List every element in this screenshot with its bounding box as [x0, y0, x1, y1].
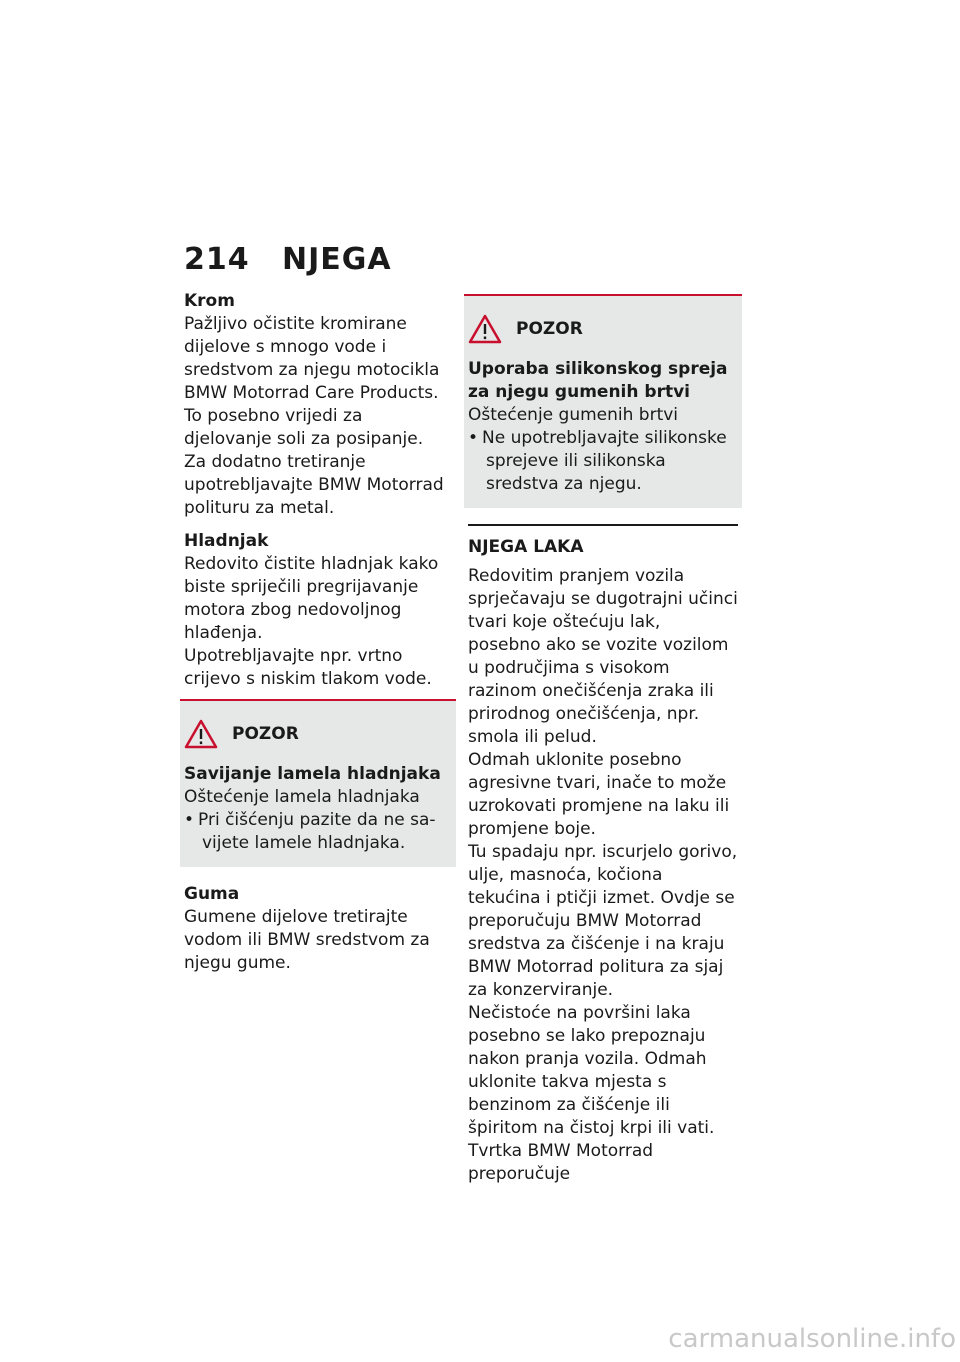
warning-box-radiator [180, 699, 456, 867]
warning-label: POZOR [516, 319, 583, 339]
krom-paragraph-1: Pažljivo očistite kromirane dijelove s mnogo vode i sredstvom za njegu motocikla BMW Motorrad Care Products. To posebno vrijedi za djelovanje soli za posipanje. [184, 314, 440, 449]
section-title-njega-laka: NJEGA LAKA [468, 524, 738, 559]
warning-bullet: • Ne upotrebljavajte silikonske [468, 428, 727, 448]
watermark: carmanualsonline.info [668, 1324, 956, 1354]
hladnjak-paragraph-1: Redovito čistite hladnjak kako biste spriječili pregrijavanje motora zbog nedovoljnog hlađenja. [184, 554, 439, 643]
page-header [184, 242, 392, 277]
warning-bullet-line-2: sprejeve ili silikonska sredstva za njegu. [486, 451, 666, 494]
section-title-krom: Krom [184, 291, 235, 311]
left-column [184, 290, 452, 975]
page-number: 214 [184, 242, 250, 277]
section-title-hladnjak: Hladnjak [184, 531, 269, 551]
warning-consequence: Oštećenje lamela hladnjaka [184, 787, 420, 807]
warning-bullet-line-2: vijete lamele hladnjaka. [202, 833, 406, 853]
right-column [468, 294, 738, 1186]
section-title-guma: Guma [184, 884, 240, 904]
warning-title: Savijanje lamela hladnjaka [184, 764, 441, 784]
warning-bullet: • Pri čišćenju pazite da ne sa- [184, 810, 436, 830]
hladnjak-paragraph-2: Upotrebljavajte npr. vrtno crijevo s niskim tlakom vode. [184, 646, 432, 689]
guma-paragraph-1: Gumene dijelove tretirajte vodom ili BMW sredstvom za njegu gume. [184, 907, 430, 973]
warning-box-silicone [464, 294, 742, 508]
warning-label: POZOR [232, 724, 299, 744]
njega-laka-paragraph-1: Redovitim pranjem vozila sprječavaju se dugotrajni učinci tvari koje oštećuju lak, posebno ako se vozite vozilom u područjima s visokom razinom onečišćenja zraka ili prirodnog onečišćenja, npr. smola ili pelud. [468, 566, 738, 747]
krom-paragraph-2: Za dodatno tretiranje upotrebljavajte BMW Motorrad polituru za metal. [184, 452, 444, 518]
page-title: NJEGA [282, 242, 392, 277]
warning-consequence: Oštećenje gumenih brtvi [468, 405, 679, 425]
warning-triangle-icon [184, 719, 218, 749]
njega-laka-paragraph-3: Tu spadaju npr. iscurjelo gorivo, ulje, masnoća, kočiona tekućina i ptičji izmet. Ovdje se preporučuju BMW Motorrad sredstva za čišćenje i na kraju BMW Motorrad politura za sjaj za konzerviranje. [468, 842, 738, 1000]
njega-laka-paragraph-4: Nečistoće na površini laka posebno se lako prepoznaju nakon pranja vozila. Odmah uklonite takva mjesta s benzinom za čišćenje ili špiritom na čistoj krpi ili vati. Tvrtka BMW Motorrad preporučuje [468, 1003, 715, 1184]
warning-triangle-icon [468, 314, 502, 344]
warning-title: Uporaba silikonskog spreja za njegu gumenih brtvi [468, 359, 728, 402]
njega-laka-paragraph-2: Odmah uklonite posebno agresivne tvari, inače to može uzrokovati promjene na laku ili promjene boje. [468, 750, 730, 839]
warning-bullet-line-1: Pri čišćenju pazite da ne sa- [198, 810, 436, 830]
warning-bullet-line-1: Ne upotrebljavajte silikonske [482, 428, 727, 448]
